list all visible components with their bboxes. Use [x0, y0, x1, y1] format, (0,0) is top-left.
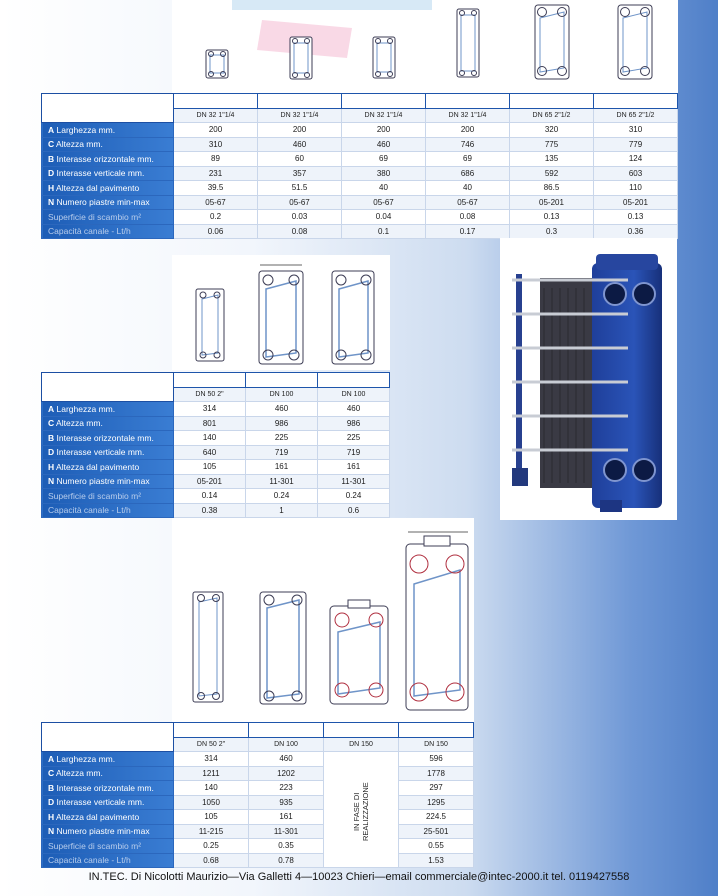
spec-value-cell: 640: [174, 445, 246, 460]
spec-row-letter: A: [48, 403, 55, 414]
spec-row-letter: H: [48, 182, 55, 193]
dn-cell: DN 32 1"1/4: [342, 108, 426, 123]
spec-row: [42, 123, 678, 138]
spec-value-cell: 200: [258, 123, 342, 138]
model-04: 04: [342, 94, 426, 109]
dn-cell: DN 50 2": [174, 387, 246, 402]
spec-value-cell: 0.78: [249, 853, 324, 868]
spec-rows: [42, 123, 678, 239]
spec-value-cell: 11-301: [249, 824, 324, 839]
spec-value-cell: 161: [249, 810, 324, 825]
spec-value-cell: 297: [399, 781, 474, 796]
product-photo-panel: [500, 238, 677, 520]
spec-value-cell: 05-67: [342, 195, 426, 210]
spec-value-cell: 231: [174, 166, 258, 181]
drawing-panel-2: [172, 255, 390, 370]
spec-value-cell: 0.17: [426, 224, 510, 239]
spec-value-cell: 60: [258, 152, 342, 167]
plate-24-drawing: [332, 271, 374, 364]
spec-value-cell: 0.68: [174, 853, 249, 868]
spec-row-label: [42, 503, 174, 518]
spec-row-label: [42, 853, 174, 868]
spec-row-text: Superficie di scambio m²: [48, 490, 142, 501]
plate-drawings-row-1: [172, 0, 678, 93]
spec-row-letter: N: [48, 826, 55, 837]
spec-value-cell: 05-201: [510, 195, 594, 210]
spec-value-cell: 135: [510, 152, 594, 167]
spec-row-text: Larghezza mm.: [56, 124, 116, 135]
spec-value-cell: 0.1: [342, 224, 426, 239]
spec-value-cell: 0.03: [258, 210, 342, 225]
spec-row: [42, 152, 678, 167]
dn-cell: DN 100: [318, 387, 390, 402]
spec-row-text: Capacità canale - Lt/h: [48, 226, 131, 237]
spec-row-label: [42, 460, 174, 475]
spec-value-cell: 310: [174, 137, 258, 152]
spec-row-text: Interasse verticale mm.: [56, 447, 145, 458]
model-row: [42, 94, 678, 109]
model-55: 55: [399, 723, 474, 738]
spec-value-cell: 0.08: [426, 210, 510, 225]
spec-row-label: [42, 152, 174, 167]
plate-02-drawing: [206, 50, 228, 78]
spec-row: [42, 445, 390, 460]
spec-row-letter: A: [48, 753, 55, 764]
spec-value-cell: 0.14: [174, 489, 246, 504]
spec-value-cell: 0.24: [246, 489, 318, 504]
spec-row: [42, 503, 390, 518]
spec-value-cell: 779: [594, 137, 678, 152]
spec-value-cell: 320: [510, 123, 594, 138]
in-fase-di-realizzazione-note: IN FASE DI REALIZZAZIONE: [352, 782, 370, 842]
spec-row-label: [42, 839, 174, 854]
spec-row-label: [42, 224, 174, 239]
dn-cell: DN 100: [246, 387, 318, 402]
spec-value-cell: 775: [510, 137, 594, 152]
spec-row-letter: B: [48, 782, 55, 793]
spec-value-cell: 51.5: [258, 181, 342, 196]
spec-row-text: Superficie di scambio m²: [48, 211, 142, 222]
spec-value-cell: 0.6: [318, 503, 390, 518]
dn-cell: DN 50 2": [174, 737, 249, 752]
spec-row-label: [42, 445, 174, 460]
plate-heat-exchanger-photo-icon: [500, 238, 677, 520]
spec-value-cell: 460: [249, 752, 324, 767]
spec-value-cell: 460: [258, 137, 342, 152]
spec-row-text: Interasse verticale mm.: [56, 168, 145, 179]
drawing-panel-1: [172, 0, 678, 93]
spec-row-text: Numero piastre min-max: [56, 476, 150, 487]
spec-value-cell: 140: [174, 431, 246, 446]
spec-value-cell: 0.55: [399, 839, 474, 854]
spec-row-text: Interasse verticale mm.: [56, 797, 145, 808]
spec-value-cell: 225: [246, 431, 318, 446]
spec-value-cell: 380: [342, 166, 426, 181]
spec-row-text: Altezza mm.: [56, 139, 103, 150]
spec-rows: [42, 402, 390, 518]
dn-cell: DN 32 1"1/4: [258, 108, 342, 123]
spec-value-cell: 1202: [249, 766, 324, 781]
spec-value-cell: 1050: [174, 795, 249, 810]
spec-value-cell: 719: [246, 445, 318, 460]
spec-row-label: [42, 431, 174, 446]
spec-row: [42, 137, 678, 152]
spec-row-label: [42, 752, 174, 767]
spec-row: [42, 489, 390, 504]
spec-row-label: [42, 166, 174, 181]
spec-row-label: [42, 795, 174, 810]
spec-row: [42, 460, 390, 475]
spec-value-cell: 0.06: [174, 224, 258, 239]
modello-header: MODELLO: [42, 94, 174, 123]
spec-value-cell: 05-67: [258, 195, 342, 210]
spec-value-cell: 460: [342, 137, 426, 152]
plate-drawings-row-2: [172, 255, 390, 370]
spec-value-cell: 200: [426, 123, 510, 138]
spec-value-cell: 986: [318, 416, 390, 431]
plate-35-drawing: [260, 592, 306, 704]
spec-row-letter: B: [48, 153, 55, 164]
spec-value-cell: 39.5: [174, 181, 258, 196]
spec-value-cell: 986: [246, 416, 318, 431]
model-14: 14: [174, 373, 246, 388]
spec-row-label: [42, 210, 174, 225]
spec-value-cell: 0.04: [342, 210, 426, 225]
spec-value-cell: 746: [426, 137, 510, 152]
plate-14-drawing: [196, 289, 224, 361]
spec-row-text: Larghezza mm.: [56, 403, 116, 414]
model-02: 02: [174, 94, 258, 109]
spec-row-text: Larghezza mm.: [56, 753, 116, 764]
plate-drawings-row-3: [172, 518, 474, 722]
spec-value-cell: 105: [174, 460, 246, 475]
dn-cell: DN 65 2"1/2: [510, 108, 594, 123]
spec-value-cell: 592: [510, 166, 594, 181]
model-35: 35: [249, 723, 324, 738]
model-13: 13: [594, 94, 678, 109]
spec-row: [42, 752, 474, 767]
plate-23-drawing: [259, 265, 303, 364]
spec-value-cell: 40: [426, 181, 510, 196]
spec-row-text: Numero piastre min-max: [56, 197, 150, 208]
spec-value-cell: 69: [342, 152, 426, 167]
spec-row: [42, 810, 474, 825]
spec-row-label: [42, 766, 174, 781]
company-footer: IN.TEC. Di Nicolotti Maurizio—Via Galletti 4—10023 Chieri—email commerciale@intec-2000.it tel. 0119427558: [88, 871, 630, 883]
spec-value-cell: 40: [342, 181, 426, 196]
spec-row-label: [42, 416, 174, 431]
spec-row-label: [42, 195, 174, 210]
model-row: [42, 723, 474, 738]
spec-value-cell: 314: [174, 752, 249, 767]
spec-value-cell: 223: [249, 781, 324, 796]
spec-table-2: [41, 372, 390, 518]
spec-value-cell: 0.25: [174, 839, 249, 854]
spec-value-cell: 200: [174, 123, 258, 138]
spec-value-cell: 05-201: [594, 195, 678, 210]
spec-value-cell: 310: [594, 123, 678, 138]
spec-value-cell: 719: [318, 445, 390, 460]
spec-row: [42, 766, 474, 781]
spec-row-text: Altezza dal pavimento: [56, 811, 140, 822]
modello-header: MODELLO: [42, 723, 174, 752]
spec-value-cell: 0.13: [510, 210, 594, 225]
spec-value-cell: 596: [399, 752, 474, 767]
model-12: 12: [510, 94, 594, 109]
spec-value-cell: 314: [174, 402, 246, 417]
spec-value-cell: 1295: [399, 795, 474, 810]
dn-cell: DN 65 2"1/2: [594, 108, 678, 123]
spec-row-letter: C: [48, 139, 55, 150]
spec-row-letter: B: [48, 432, 55, 443]
spec-value-cell: 161: [318, 460, 390, 475]
dn-cell: DN 100: [249, 737, 324, 752]
spec-value-cell: 1.53: [399, 853, 474, 868]
spec-row-text: Superficie di scambio m²: [48, 840, 142, 851]
spec-value-cell: 105: [174, 810, 249, 825]
spec-row-text: Numero piastre min-max: [56, 826, 150, 837]
spec-table-3: [41, 722, 474, 868]
spec-row: [42, 166, 678, 181]
model-23: 23: [246, 373, 318, 388]
spec-row-text: Interasse orizzontale mm.: [56, 782, 154, 793]
spec-row-text: Interasse orizzontale mm.: [56, 153, 154, 164]
spec-value-cell: 0.24: [318, 489, 390, 504]
spec-value-cell: 0.36: [594, 224, 678, 239]
spec-value-cell: 1211: [174, 766, 249, 781]
spec-row-letter: D: [48, 168, 55, 179]
spec-value-cell: 0.08: [258, 224, 342, 239]
model-08: 08: [426, 94, 510, 109]
model-25: 25: [174, 723, 249, 738]
spec-table-1: [41, 93, 678, 239]
spec-value-cell: 11-215: [174, 824, 249, 839]
model-row: [42, 373, 390, 388]
spec-value-cell: 1778: [399, 766, 474, 781]
spec-value-cell: 224.5: [399, 810, 474, 825]
spec-value-cell: 05-201: [174, 474, 246, 489]
spec-value-cell: 460: [318, 402, 390, 417]
spec-row-letter: D: [48, 447, 55, 458]
spec-value-cell: 89: [174, 152, 258, 167]
spec-row-text: Altezza mm.: [56, 418, 103, 429]
spec-row-text: Interasse orizzontale mm.: [56, 432, 154, 443]
spec-row: [42, 195, 678, 210]
spec-row: [42, 210, 678, 225]
plate-13-drawing: [618, 5, 652, 79]
spec-row-letter: C: [48, 418, 55, 429]
dn-cell: DN 32 1"1/4: [426, 108, 510, 123]
spec-value-cell: 11-301: [246, 474, 318, 489]
dn-cell: DN 150: [324, 737, 399, 752]
spec-value-cell: 25-501: [399, 824, 474, 839]
spec-value-cell: 935: [249, 795, 324, 810]
spec-row-label: [42, 489, 174, 504]
spec-row-label: [42, 824, 174, 839]
spec-value-cell: 0.2: [174, 210, 258, 225]
spec-row-letter: H: [48, 811, 55, 822]
spec-row: [42, 795, 474, 810]
drawing-panel-3: [172, 518, 474, 722]
spec-value-cell: 0.35: [249, 839, 324, 854]
spec-row: [42, 224, 678, 239]
spec-value-cell: 801: [174, 416, 246, 431]
spec-row: [42, 416, 390, 431]
spec-value-cell: 0.38: [174, 503, 246, 518]
model-24: 24: [318, 373, 390, 388]
spec-row-text: Altezza dal pavimento: [56, 461, 140, 472]
spec-row: [42, 181, 678, 196]
plate-12-drawing: [535, 5, 569, 79]
spec-row: [42, 839, 474, 854]
spec-row: [42, 402, 390, 417]
spec-value-cell: 86.5: [510, 181, 594, 196]
plate-08-drawing: [457, 9, 479, 77]
spec-row-label: [42, 810, 174, 825]
plate-21-drawing: [330, 600, 388, 704]
spec-value-cell: 69: [426, 152, 510, 167]
spec-row-letter: N: [48, 476, 55, 487]
spec-row-letter: N: [48, 197, 55, 208]
spec-row-letter: D: [48, 797, 55, 808]
spec-value-cell: 460: [246, 402, 318, 417]
spec-row-label: [42, 781, 174, 796]
spec-row: [42, 431, 390, 446]
spec-value-cell: 0.3: [510, 224, 594, 239]
spec-row: [42, 781, 474, 796]
spec-value-cell: 05-67: [426, 195, 510, 210]
spec-row-text: Altezza mm.: [56, 768, 103, 779]
spec-value-cell: 110: [594, 181, 678, 196]
modello-header: MODELLO: [42, 373, 174, 402]
spec-value-cell: 05-67: [174, 195, 258, 210]
spec-value-cell: 225: [318, 431, 390, 446]
spec-value-cell: 200: [342, 123, 426, 138]
spec-value-cell: 357: [258, 166, 342, 181]
plate-04-drawing: [373, 37, 395, 78]
spec-row-label: [42, 137, 174, 152]
spec-value-cell: 1: [246, 503, 318, 518]
spec-rows: [42, 752, 474, 868]
spec-row-label: [42, 181, 174, 196]
spec-value-cell: 686: [426, 166, 510, 181]
spec-row-letter: H: [48, 461, 55, 472]
plate-25-drawing: [193, 592, 223, 702]
plate-03-drawing: [290, 37, 312, 79]
spec-row-label: [42, 474, 174, 489]
spec-value-cell: 603: [594, 166, 678, 181]
spec-row-letter: C: [48, 768, 55, 779]
spec-row: [42, 824, 474, 839]
spec-value-cell: 0.13: [594, 210, 678, 225]
spec-row-text: Capacità canale - Lt/h: [48, 855, 131, 866]
spec-value-cell: 124: [594, 152, 678, 167]
spec-row-text: Capacità canale - Lt/h: [48, 505, 131, 516]
plate-55-drawing: [406, 532, 468, 710]
spec-row-text: Altezza dal pavimento: [56, 182, 140, 193]
spec-row: [42, 474, 390, 489]
model-03: 03: [258, 94, 342, 109]
spec-value-cell: 140: [174, 781, 249, 796]
dn-cell: DN 150: [399, 737, 474, 752]
spec-row-letter: A: [48, 124, 55, 135]
spec-row-label: [42, 123, 174, 138]
spec-value-cell: 161: [246, 460, 318, 475]
spec-row: [42, 853, 474, 868]
spec-value-cell: 11-301: [318, 474, 390, 489]
model-21: 21: [324, 723, 399, 738]
dn-cell: DN 32 1"1/4: [174, 108, 258, 123]
spec-row-label: [42, 402, 174, 417]
